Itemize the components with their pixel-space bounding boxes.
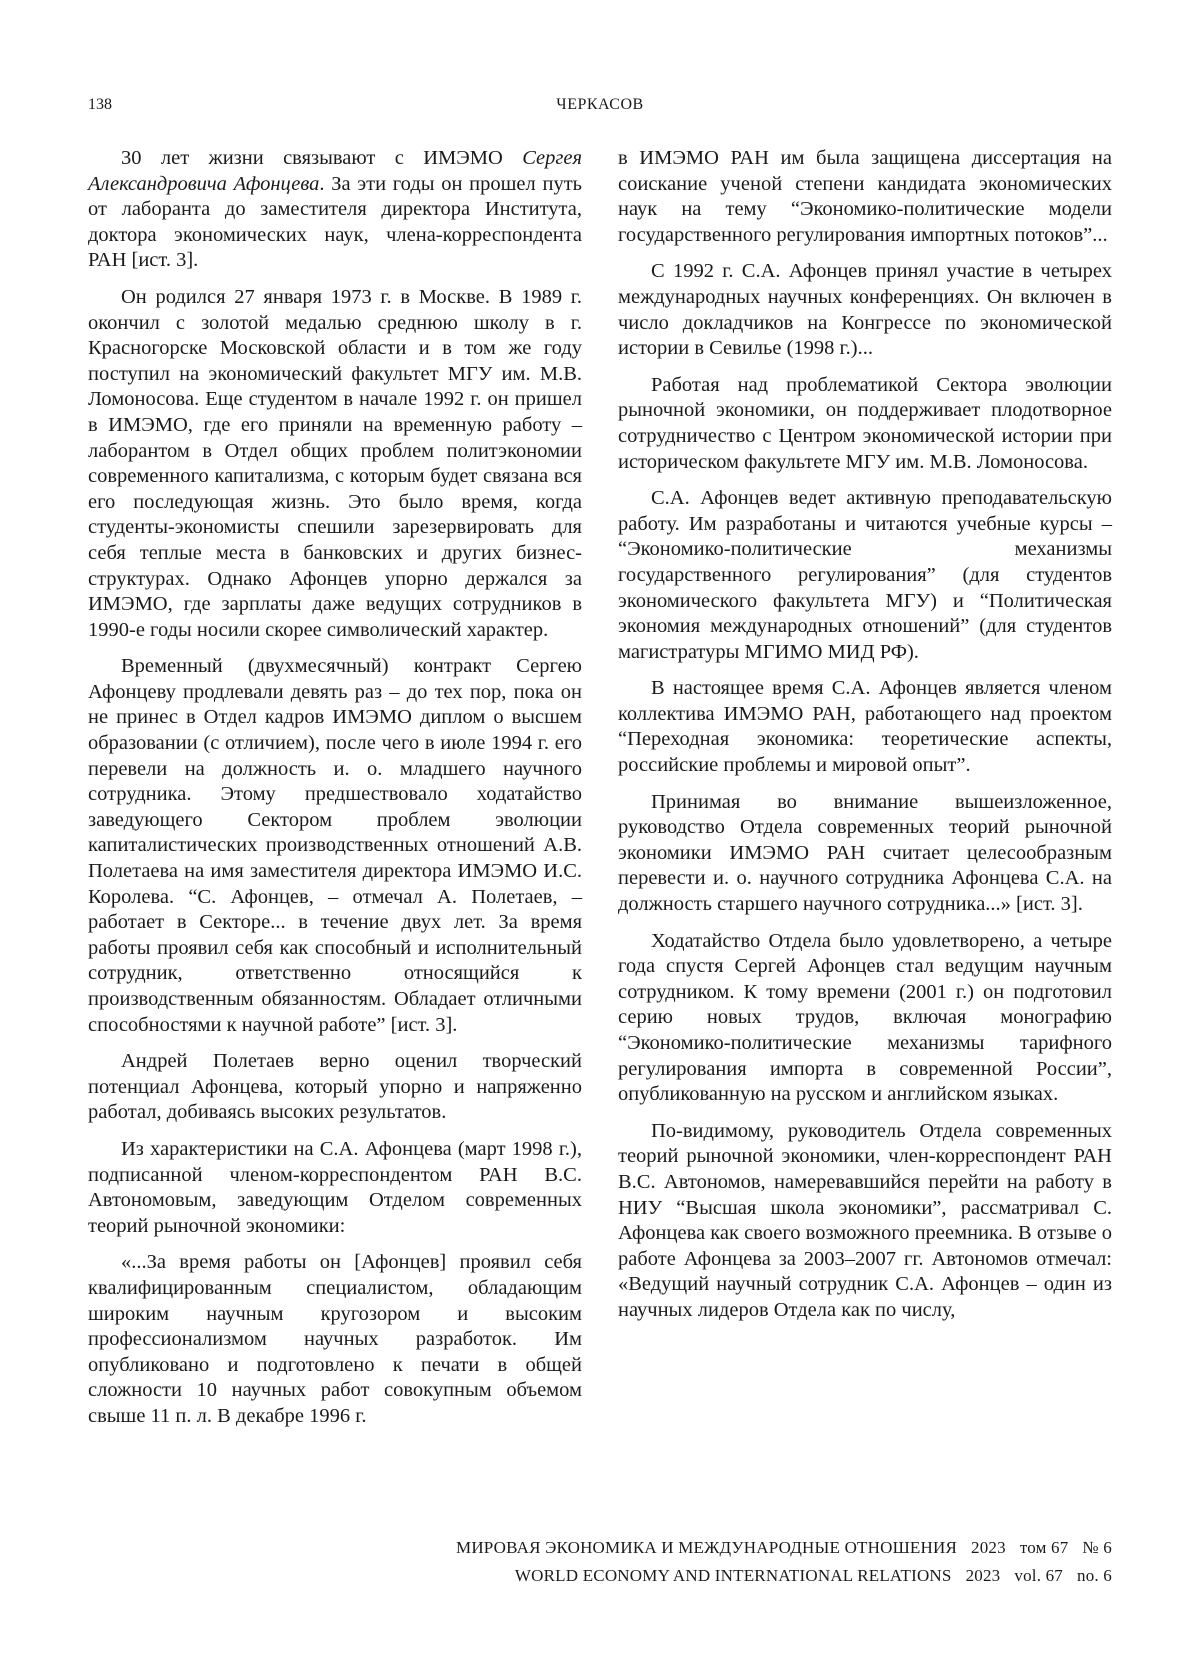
journal-year-ru: 2023	[971, 1538, 1006, 1557]
running-head	[88, 96, 1112, 124]
person-name: Сергея Александровича Афонцева	[88, 147, 582, 195]
paragraph: Андрей Полетаев верно оценил творческий потенциал Афонцева, который упорно и напряженно работал, добиваясь высоких результатов.	[88, 1050, 582, 1124]
running-title: ЧЕРКАСОВ	[556, 96, 644, 113]
paragraph: Работая над проблематикой Сектора эволюции рыночной экономики, он поддерживает плодотворное сотрудничество с Центром экономической истории при историческом факультете МГУ им. М.В. Ломоносова.	[618, 373, 1112, 473]
paragraph-text: . За эти годы он прошел путь от лаборанта до заместителя директора Института, доктора экономических наук, члена-корреспондента РАН [ист. 3].	[88, 172, 582, 272]
paragraph: Принимая во внимание вышеизложенное, руководство Отдела современных теорий рыночной экономики ИМЭМО РАН считает целесообразным перевести и. о. научного сотрудника Афонцева С.А. на должность старшего научного сотрудника...» [ист. 3].	[618, 790, 1112, 916]
journal-title-en: WORLD ECONOMY AND INTERNATIONAL RELATIONS	[514, 1566, 952, 1585]
journal-year-en: 2023	[965, 1566, 1001, 1585]
paragraph: С.А. Афонцев ведет активную преподавательскую работу. Им разработаны и читаются учебные курсы – “Экономико-политические механизмы государственного регулирования” (для студентов экономического факультета МГУ) и “Политическая экономия международных отношений” (для студентов магистратуры МГИМО МИД РФ).	[618, 487, 1112, 663]
journal-issue-en: no. 6	[1077, 1566, 1112, 1585]
quote-paragraph: «...За время работы он [Афонцев] проявил себя квалифицированным специалистом, обладающим широким научным кругозором и высоким профессионализмом научных разработок. Им опубликовано и подготовлено к печати в общей сложности 10 научных работ совокупным объемом свыше 11 п. л. В декабре 1996 г.	[88, 1251, 582, 1427]
page-number: 138	[88, 96, 112, 113]
paragraph: Ходатайство Отдела было удовлетворено, а четыре года спустя Сергей Афонцев стал ведущим научным сотрудником. К тому времени (2001 г.) он подготовил серию новых трудов, включая монографию “Экономико-политические механизмы тарифного регулирования импорта в современной России”, опубликованную на русском и английском языках.	[618, 929, 1112, 1106]
journal-volume-en: vol. 67	[1014, 1566, 1063, 1585]
right-column	[618, 146, 1112, 1335]
paragraph: В настоящее время С.А. Афонцев является членом коллектива ИМЭМО РАН, работающего над проектом “Переходная экономика: теоретические аспекты, российские проблемы и мировой опыт”.	[618, 677, 1112, 777]
journal-title-ru: МИРОВАЯ ЭКОНОМИКА И МЕЖДУНАРОДНЫЕ ОТНОШЕНИЯ	[456, 1538, 958, 1557]
paragraph: С 1992 г. С.А. Афонцев принял участие в четырех международных научных конференциях. Он включен в число докладчиков на Конгрессе по экономической истории в Севилье (1998 г.)...	[618, 260, 1112, 360]
paragraph: По-видимому, руководитель Отдела современных теорий рыночной экономики, член-корреспондент РАН В.С. Автономов, намеревавшийся перейти на работу в НИУ “Высшая школа экономики”, рассматривал С. Афонцева как своего возможного преемника. В отзыве о работе Афонцева за 2003–2007 гг. Автономов отмечал: «Ведущий научный сотрудник С.А. Афонцев – один из научных лидеров Отдела как по числу,	[618, 1119, 1112, 1321]
paragraph: Временный (двухмесячный) контракт Сергею Афонцеву продлевали девять раз – до тех пор, пока он не принес в Отдел кадров ИМЭМО диплом о высшем образовании (с отличием), после чего в июле 1994 г. его перевели на должность и. о. младшего научного сотрудника. Этому предшествовало ходатайство заведующего Сектором проблем эволюции капиталистических производственных отношений А.В. Полетаева на имя заместителя директора ИМЭМО И.С. Королева. “С. Афонцев, – отмечал А. Полетаев, – работает в Секторе... в течение двух лет. За время работы проявил себя как способный и исполнительный сотрудник, ответственно относящийся к производственным обязанностям. Обладает отличными способностями к научной работе” [ист. 3].	[88, 655, 582, 1036]
journal-volume-ru: том 67	[1019, 1538, 1069, 1557]
footer-journal-ru	[212, 1538, 1112, 1558]
left-column	[88, 146, 582, 1441]
paragraph	[88, 146, 582, 274]
paragraph: Из характеристики на С.А. Афонцева (март 1998 г.), подписанной членом-корреспондентом РАН В.С. Автономовым, заведующим Отделом современных теорий рыночной экономики:	[88, 1137, 582, 1237]
paragraph-text: 30 лет жизни связывают с ИМЭМО	[121, 147, 523, 169]
paragraph: Он родился 27 января 1973 г. в Москве. В 1989 г. окончил с золотой медалью среднюю школу в г. Красногорске Московской области и в том же году поступил на экономический факультет МГУ им. М.В. Ломоносова. Еще студентом в начале 1992 г. он пришел в ИМЭМО, где его приняли на временную работу – лаборантом в Отдел общих проблем политэкономии современного капитализма, с которым будет связана вся его последующая жизнь. Это было время, когда студенты-экономисты спешили зарезервировать для себя теплые места в банковских и других бизнес-структурах. Однако Афонцев упорно держался за ИМЭМО, где зарплаты даже ведущих сотрудников в 1990-е годы носили скорее символический характер.	[88, 285, 582, 641]
paragraph-continued: в ИМЭМО РАН им была защищена диссертация на соискание ученой степени кандидата экономических наук на тему “Экономико-политические модели государственного регулирования импортных потоков”...	[618, 147, 1112, 246]
footer-journal-en	[212, 1566, 1112, 1586]
journal-issue-ru: № 6	[1082, 1538, 1112, 1557]
